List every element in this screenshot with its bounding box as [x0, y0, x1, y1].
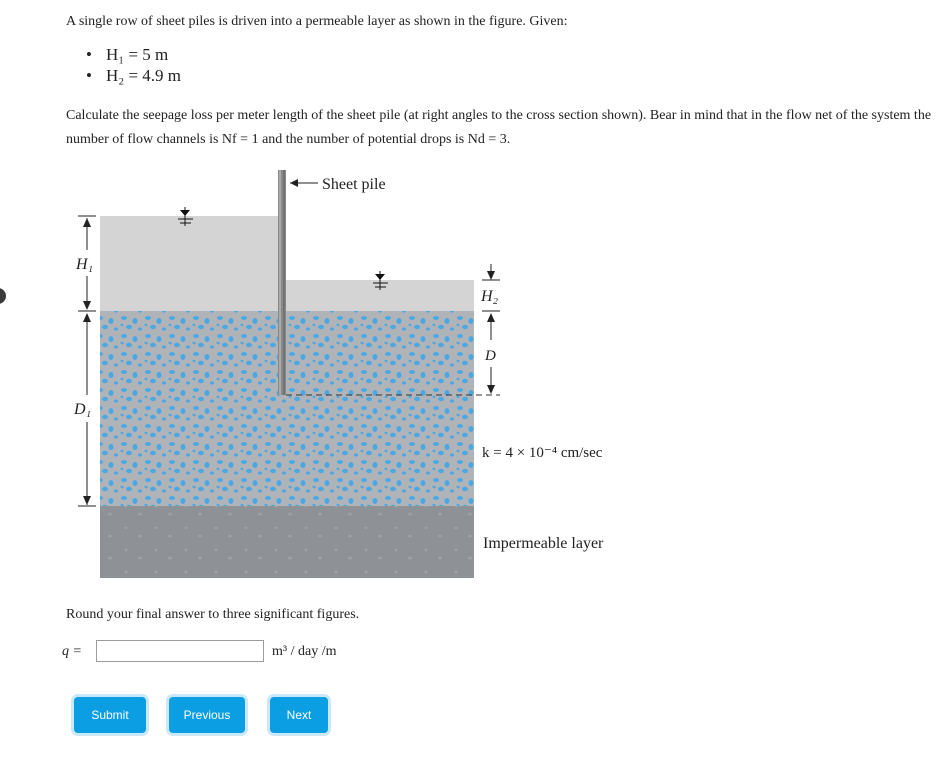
d1-label: D₁: [74, 401, 92, 418]
round-note: Round your final answer to three significant figures.: [66, 607, 360, 622]
permeable-layer-dots: [100, 311, 474, 506]
sheet-pile-figure: [0, 170, 952, 590]
given-item-h2: • H₂ = 4.9 m: [86, 65, 181, 86]
question-paragraph: Calculate the seepage loss per meter length of the sheet pile (at right angles to the cross section shown). Bear in mind that in the flow net of the system the number of flow channels is Nf = 1 and the number of potential drops is Nd = 3.: [66, 108, 932, 147]
given-list: [86, 44, 181, 86]
sheet-pile-label: Sheet pile: [322, 176, 386, 193]
water-left: [100, 216, 278, 311]
submit-button[interactable]: Submit: [74, 697, 146, 733]
answer-label: q =: [62, 644, 82, 659]
h2-label: H₂: [481, 288, 499, 305]
sheet-pile: [278, 170, 286, 395]
question-intro: A single row of sheet piles is driven into a permeable layer as shown in the figure. Given:: [66, 14, 568, 29]
next-button[interactable]: Next: [270, 697, 328, 733]
answer-input[interactable]: [96, 640, 264, 662]
impermeable-layer-texture: [100, 506, 474, 578]
answer-units: m³ / day /m: [272, 644, 337, 659]
given-item-h1: • H₁ = 5 m: [86, 44, 181, 65]
permeability-label: k = 4 × 10⁻⁴ cm/sec: [482, 445, 603, 461]
impermeable-label: Impermeable layer: [483, 535, 604, 552]
d-label: D: [485, 348, 496, 364]
previous-button[interactable]: Previous: [169, 697, 245, 733]
h1-label: H₁: [76, 256, 94, 273]
